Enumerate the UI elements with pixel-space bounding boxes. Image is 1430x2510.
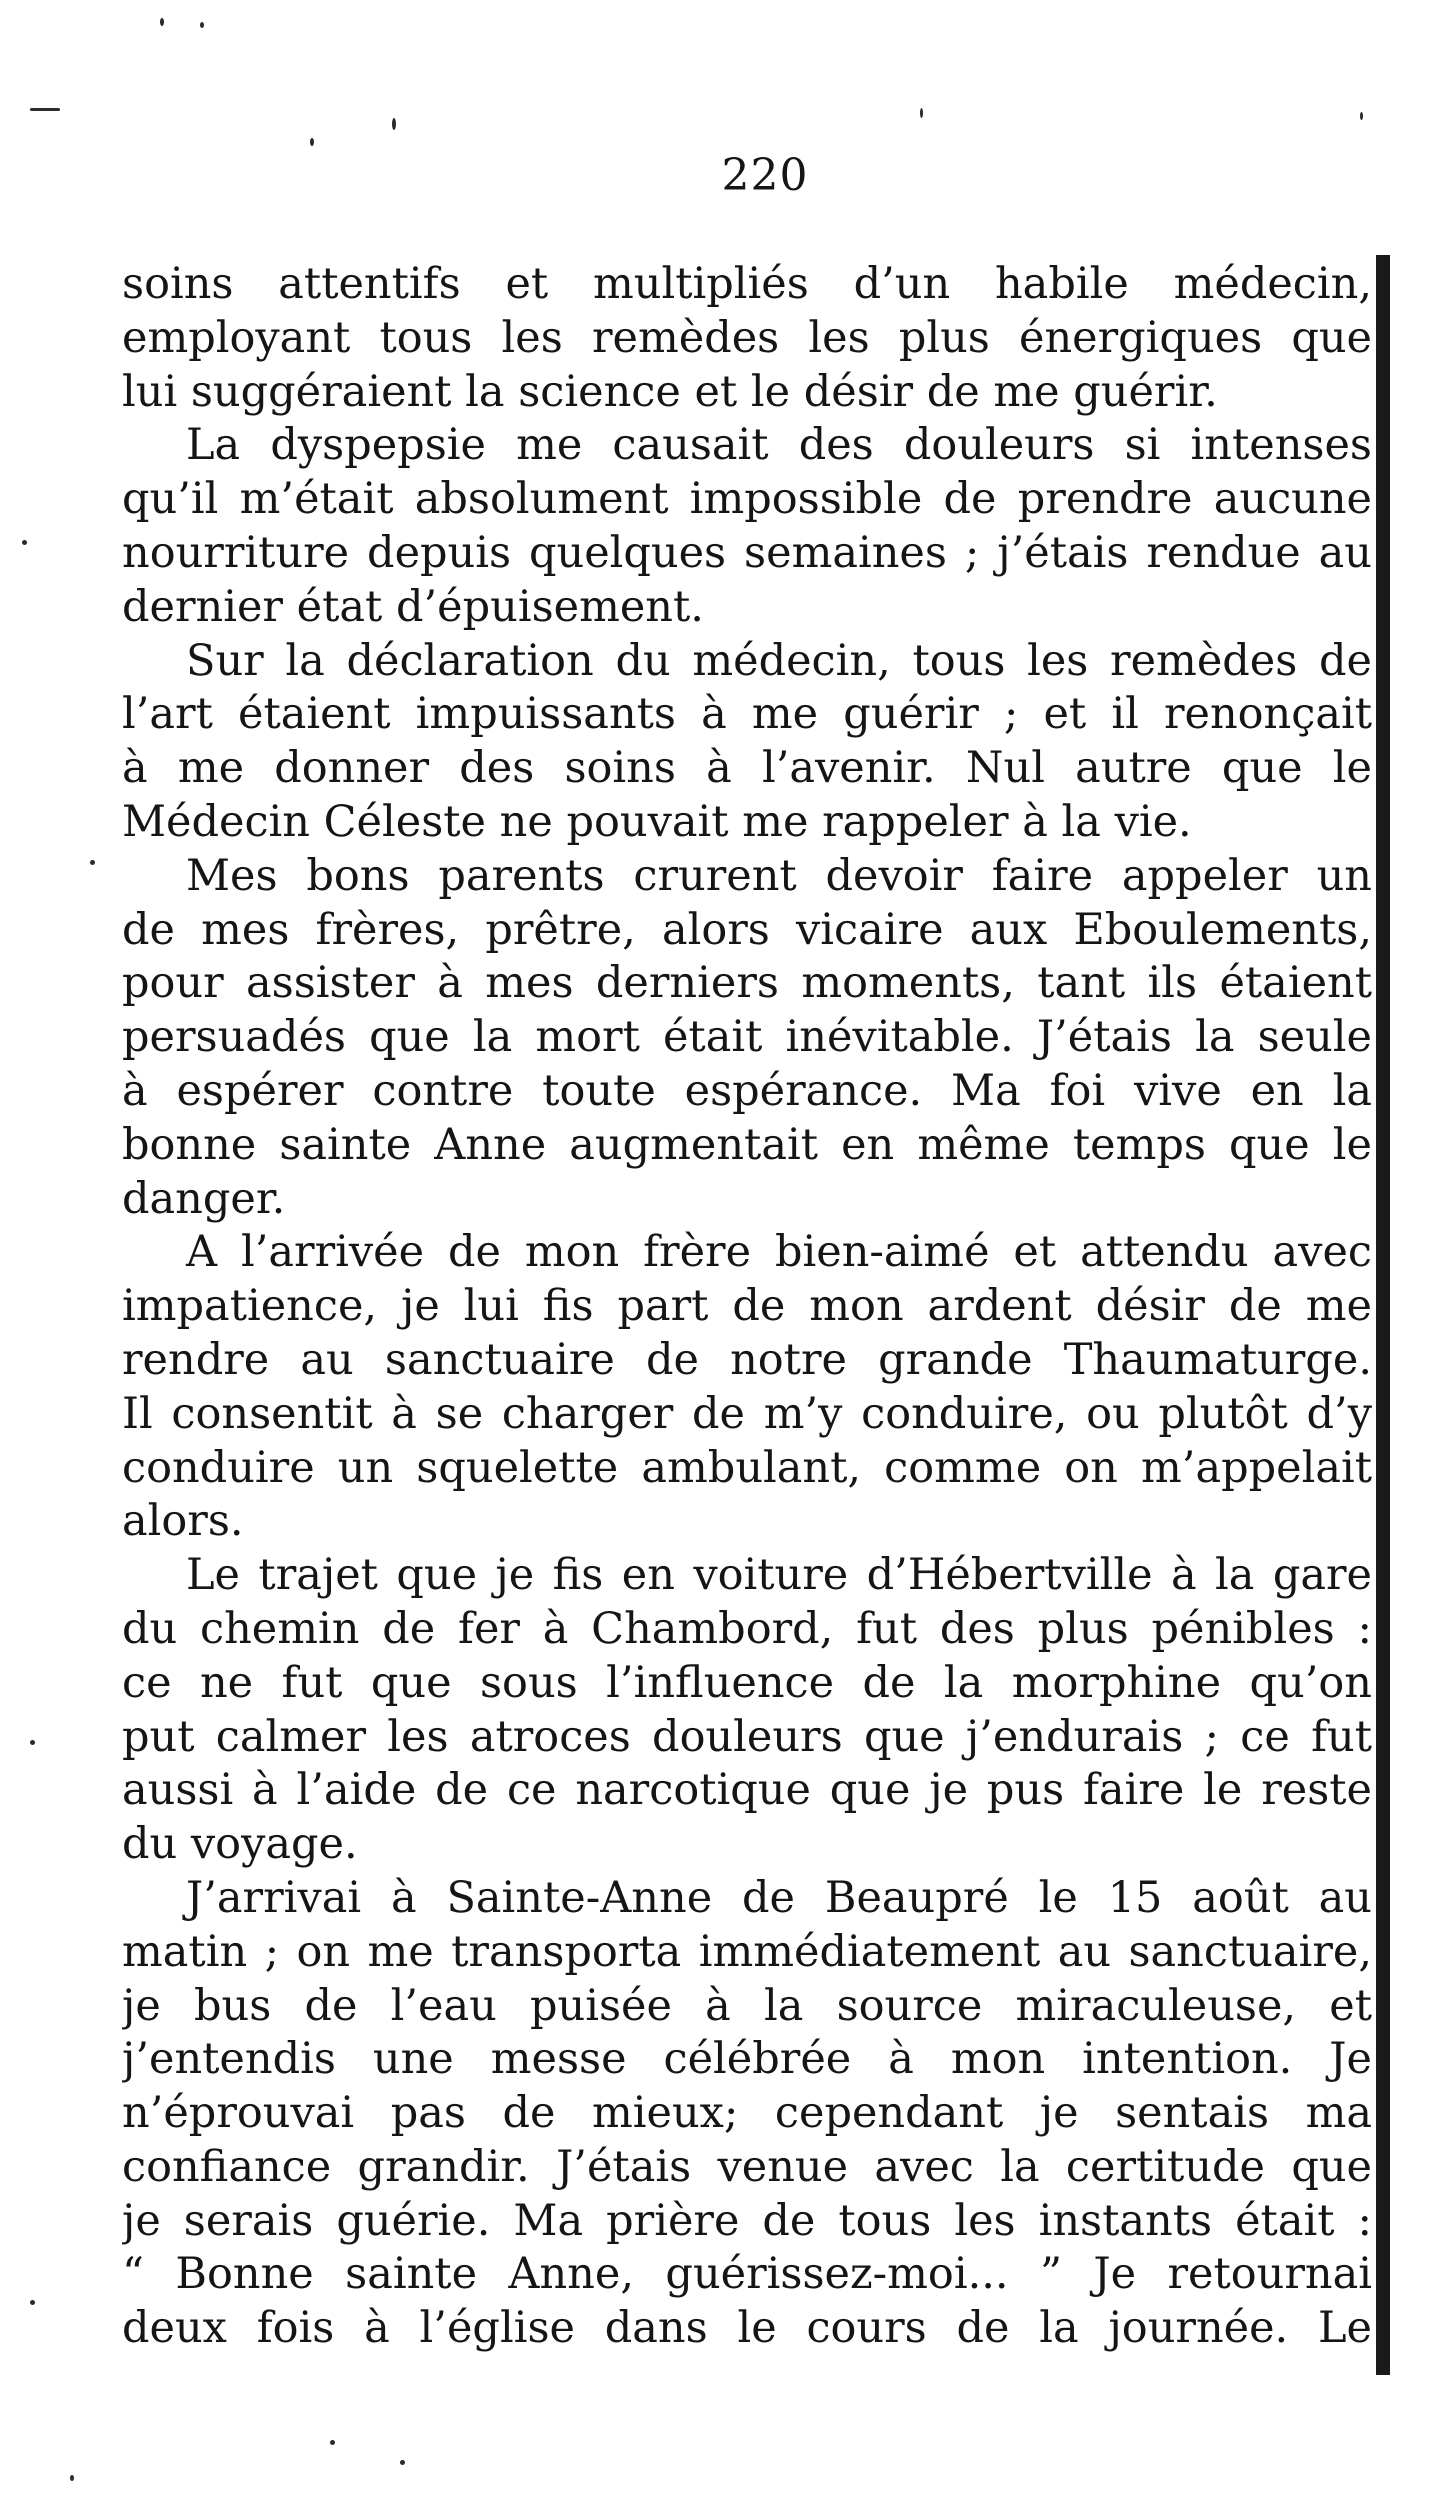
print-speck <box>310 138 314 146</box>
text-line: ce ne fut que sous l’influence de la morphine qu’on <box>122 1657 1372 1708</box>
text-line: je bus de l’eau puisée à la source miraculeuse, et <box>122 1980 1372 2031</box>
text-line: A l’arrivée de mon frère bien-aimé et attendu avec <box>186 1227 1372 1278</box>
print-speck <box>392 118 396 130</box>
text-line: alors. <box>122 1496 244 1547</box>
print-speck <box>920 108 923 118</box>
text-line: je serais guérie. Ma prière de tous les instants était : <box>122 2195 1372 2246</box>
text-line: à espérer contre toute espérance. Ma foi vive en la <box>122 1065 1372 1116</box>
text-line: persuadés que la mort était inévitable. J’étais la seule <box>122 1012 1372 1063</box>
text-line: j’entendis une messe célébrée à mon intention. Je <box>122 2034 1372 2085</box>
text-line: rendre au sanctuaire de notre grande Thaumaturge. <box>122 1334 1372 1385</box>
print-speck <box>160 18 164 26</box>
text-line: conduire un squelette ambulant, comme on m’appelait <box>122 1442 1372 1493</box>
text-line: Le trajet que je fis en voiture d’Hébertville à la gare <box>186 1550 1372 1601</box>
text-line: l’art étaient impuissants à me guérir ; et il renonçait <box>122 689 1372 740</box>
text-line: confiance grandir. J’étais venue avec la certitude que <box>122 2141 1372 2192</box>
text-line: Médecin Céleste ne pouvait me rappeler à la vie. <box>122 796 1192 847</box>
print-speck <box>70 2475 74 2481</box>
page-edge-shadow <box>1376 255 1390 2375</box>
text-line: qu’il m’était absolument impossible de prendre aucune <box>122 474 1372 525</box>
print-speck <box>30 1740 35 1745</box>
text-line: matin ; on me transporta immédiatement au sanctuaire, <box>122 1926 1372 1977</box>
text-line: n’éprouvai pas de mieux; cependant je sentais ma <box>122 2088 1372 2139</box>
print-speck <box>1360 112 1363 120</box>
page-number: 220 <box>721 150 809 201</box>
text-line: put calmer les atroces douleurs que j’endurais ; ce fut <box>122 1711 1372 1762</box>
print-speck <box>400 2460 405 2465</box>
text-line: impatience, je lui fis part de mon ardent désir de me <box>122 1281 1372 1332</box>
text-line: à me donner des soins à l’avenir. Nul autre que le <box>122 743 1372 794</box>
text-line: nourriture depuis quelques semaines ; j’étais rendue au <box>122 527 1372 578</box>
text-line: Mes bons parents crurent devoir faire appeler un <box>186 850 1372 901</box>
print-speck <box>30 2300 35 2305</box>
text-line: lui suggéraient la science et le désir de me guérir. <box>122 366 1218 417</box>
text-line: deux fois à l’église dans le cours de la journée. Le <box>122 2303 1372 2354</box>
text-line: employant tous les remèdes les plus énergiques que <box>122 312 1372 363</box>
text-line: de mes frères, prêtre, alors vicaire aux Eboulements, <box>122 904 1372 955</box>
text-line: aussi à l’aide de ce narcotique que je pus faire le reste <box>122 1765 1372 1816</box>
text-line: Il consentit à se charger de m’y conduire, ou plutôt d’y <box>122 1388 1372 1439</box>
text-line: “ Bonne sainte Anne, guérissez-moi... ” Je retournai <box>122 2249 1372 2300</box>
text-line: soins attentifs et multipliés d’un habile médecin, <box>122 259 1372 309</box>
body-text <box>122 258 1372 2356</box>
text-line: du chemin de fer à Chambord, fut des plus pénibles : <box>122 1603 1372 1654</box>
text-line: danger. <box>122 1173 286 1224</box>
print-speck <box>200 22 204 28</box>
text-line: dernier état d’épuisement. <box>122 581 704 632</box>
text-line: Sur la déclaration du médecin, tous les remèdes de <box>186 635 1372 686</box>
text-line: du voyage. <box>122 1819 358 1870</box>
text-line: pour assister à mes derniers moments, tant ils étaient <box>122 958 1372 1009</box>
text-line: J’arrivai à Sainte-Anne de Beaupré le 15 août au <box>186 1872 1372 1923</box>
print-speck <box>22 540 27 545</box>
print-speck <box>330 2440 335 2445</box>
print-speck <box>90 860 95 865</box>
text-line: La dyspepsie me causait des douleurs si intenses <box>186 420 1372 471</box>
print-speck <box>30 108 60 111</box>
text-line: bonne sainte Anne augmentait en même temps que le <box>122 1119 1372 1170</box>
